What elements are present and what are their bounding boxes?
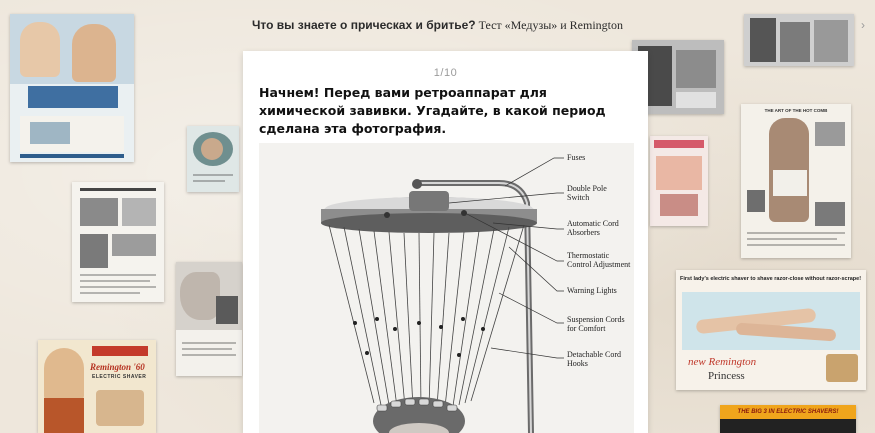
clipping-remington-men [10, 14, 134, 162]
big-3-headline: THE BIG 3 IN ELECTRIC SHAVERS! [737, 409, 839, 415]
clipping-art-of-hot-comb [741, 104, 851, 258]
photo-label-warning-lights: Warning Lights [567, 286, 617, 295]
clipping-shaving-face [176, 262, 242, 376]
quiz-card [243, 51, 648, 433]
remington-princess-line1: new Remington [688, 356, 757, 368]
photo-label-thermostatic-control: Thermostatic Control Adjustment [567, 251, 631, 269]
remington-60-title: Remington '60 [90, 362, 145, 372]
chevron-right-icon[interactable]: › [861, 18, 865, 32]
page-title-rest: Тест «Медузы» и Remington [475, 18, 624, 32]
remington-60-subtitle: ELECTRIC SHAVER [92, 374, 147, 380]
clipping-woman-mirror [187, 126, 239, 192]
clipping-remington-60 [38, 340, 156, 433]
clipping-remington-princess [676, 270, 866, 390]
photo-label-suspension-cords: Suspension Cords for Comfort [567, 315, 625, 333]
first-lady-headline: First lady's electric shaver to shave razor-close without razor-scrape! [680, 276, 862, 282]
clipping-photo-men-top [744, 14, 854, 66]
page-title-bold: Что вы знаете о прическах и бритье? [251, 18, 476, 32]
photo-label-cord-hooks: Detachable Cord Hooks [567, 350, 621, 368]
question-progress: 1/10 [433, 67, 458, 79]
photo-label-double-pole-switch: Double Pole Switch [567, 184, 607, 202]
remington-princess-line2: Princess [708, 370, 745, 382]
photo-label-fuses: Fuses [567, 153, 586, 162]
clipping-big-3 [720, 405, 856, 433]
question-photo [259, 143, 634, 433]
clipping-hot-comb-article [72, 182, 164, 302]
art-of-hot-comb-title: THE ART OF THE HOT COMB [764, 108, 828, 113]
question-text: Начнем! Перед вами ретроаппарат для химической завивки. Угадайте, в какой период сделана эта фотография. [259, 85, 606, 136]
photo-label-cord-absorbers: Automatic Cord Absorbers [567, 219, 619, 237]
clipping-remington-box [650, 136, 708, 226]
